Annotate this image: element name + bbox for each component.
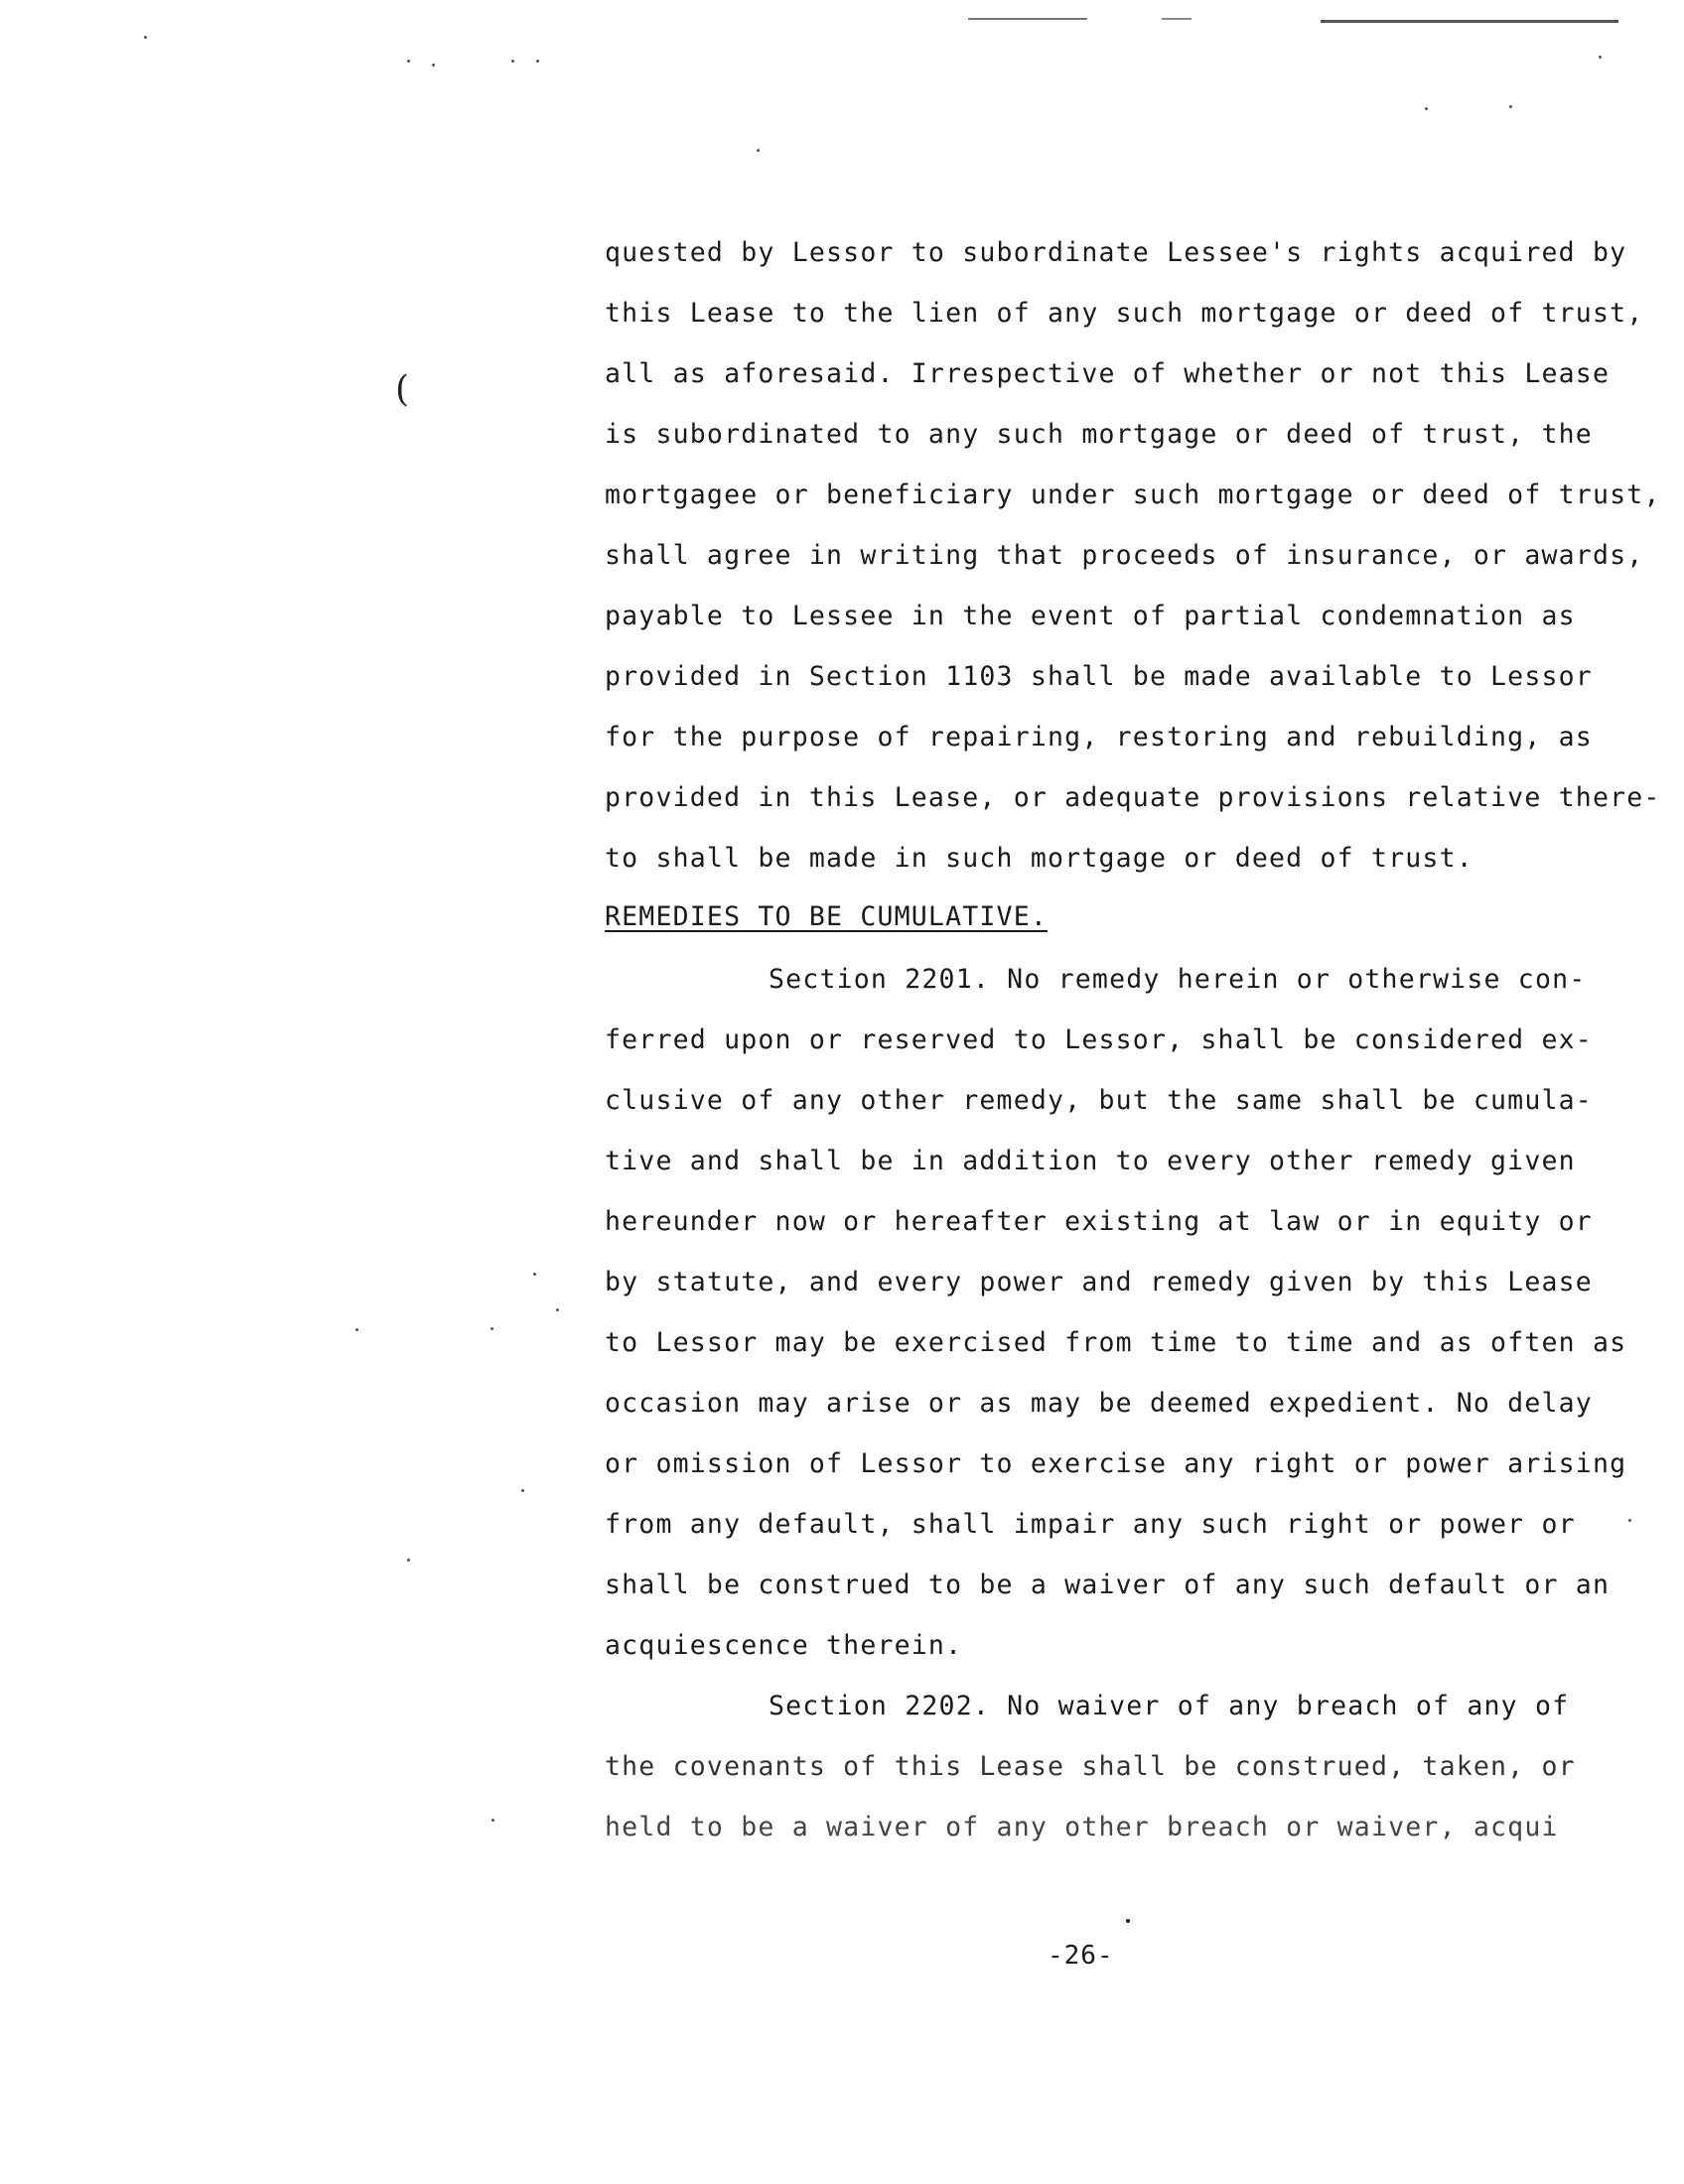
scan-speck: [556, 1308, 559, 1311]
scan-speck: [511, 60, 514, 63]
scan-speck: [407, 60, 410, 63]
text-line: from any default, shall impair any such right or power or: [605, 1509, 1576, 1540]
text-line: to shall be made in such mortgage or deed of trust.: [605, 843, 1474, 874]
text-line: held to be a waiver of any other breach or waiver, acqui: [605, 1812, 1559, 1843]
scan-speck: [521, 1489, 524, 1492]
scan-speck: [491, 1819, 494, 1822]
scan-speck: [432, 64, 435, 67]
scan-speck: [144, 36, 147, 39]
text-line: shall be construed to be a waiver of any such default or an: [605, 1570, 1611, 1600]
text-line: to Lessor may be exercised from time to time and as often as: [605, 1327, 1627, 1358]
text-line: ferred upon or reserved to Lessor, shall be considered ex-: [605, 1024, 1593, 1055]
text-line: payable to Lessee in the event of partial condemnation as: [605, 601, 1576, 631]
scan-speck: [407, 1559, 410, 1562]
scan-speck: [757, 149, 760, 152]
text-line: occasion may arise or as may be deemed expedient. No delay: [605, 1388, 1593, 1419]
text-line: this Lease to the lien of any such mortgage or deed of trust,: [605, 298, 1644, 329]
scan-speck: [1599, 56, 1602, 59]
scan-artifact-rule: [1321, 20, 1618, 23]
text-line: by statute, and every power and remedy given by this Lease: [605, 1267, 1593, 1297]
text-line: shall agree in writing that proceeds of insurance, or awards,: [605, 540, 1644, 571]
scan-speck: [536, 60, 539, 63]
scan-artifact-rule: [1162, 18, 1192, 20]
text-line: quested by Lessor to subordinate Lessee's rights acquired by: [605, 237, 1627, 268]
text-line: is subordinated to any such mortgage or deed of trust, the: [605, 419, 1593, 450]
scan-artifact-rule: [968, 18, 1087, 20]
text-line: tive and shall be in addition to every other remedy given: [605, 1146, 1576, 1176]
scan-speck: [1628, 1519, 1631, 1522]
text-line: provided in this Lease, or adequate provisions relative there-: [605, 782, 1661, 813]
scan-speck: [1126, 1919, 1130, 1923]
scan-speck: [533, 1273, 536, 1276]
scan-speck: [1425, 107, 1428, 110]
text-line: or omission of Lessor to exercise any right or power arising: [605, 1448, 1627, 1479]
text-line: clusive of any other remedy, but the same shall be cumula-: [605, 1085, 1593, 1116]
page-number: -26-: [1048, 1941, 1114, 1971]
scan-speck: [1509, 105, 1512, 108]
text-line: all as aforesaid. Irrespective of whether or not this Lease: [605, 358, 1611, 389]
section-heading: REMEDIES TO BE CUMULATIVE.: [605, 901, 1049, 932]
scan-speck: [491, 1327, 493, 1330]
scan-speck: [355, 1328, 358, 1331]
text-line: provided in Section 1103 shall be made available to Lessor: [605, 661, 1593, 692]
text-line: acquiescence therein.: [605, 1630, 963, 1661]
text-line: for the purpose of repairing, restoring and rebuilding, as: [605, 722, 1593, 752]
text-line: mortgagee or beneficiary under such mortgage or deed of trust,: [605, 479, 1661, 510]
text-line: hereunder now or hereafter existing at law or in equity or: [605, 1206, 1593, 1237]
text-line: Section 2201. No remedy herein or otherwise con-: [769, 964, 1587, 995]
text-line: Section 2202. No waiver of any breach of any of: [769, 1691, 1570, 1721]
margin-mark: (: [395, 369, 410, 410]
text-line: the covenants of this Lease shall be construed, taken, or: [605, 1751, 1576, 1782]
